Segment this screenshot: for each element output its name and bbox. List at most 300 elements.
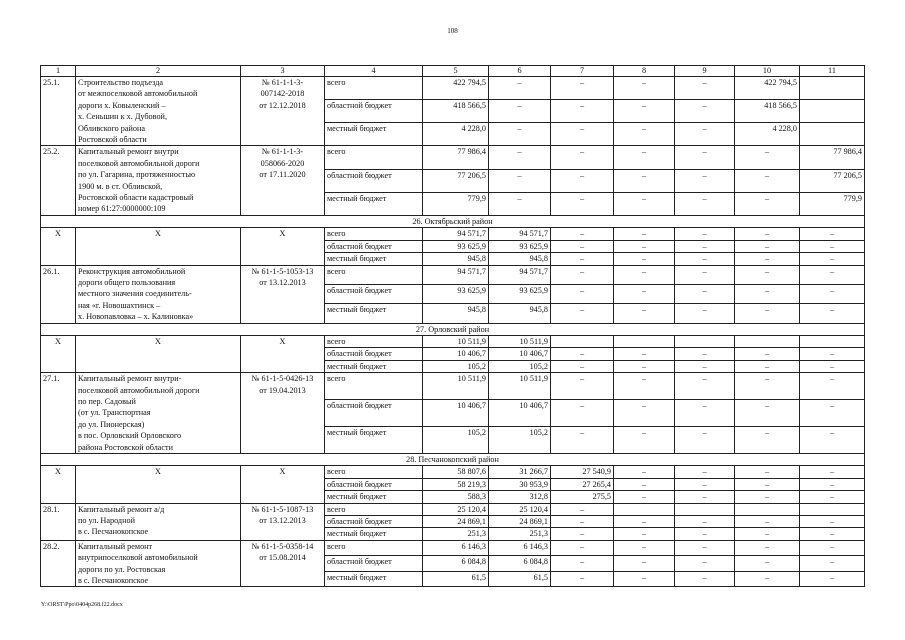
- amount-cell: –: [675, 123, 735, 146]
- column-number-cell: 3: [241, 66, 325, 77]
- cell-line: по ул. Гагарина, протяженностью: [78, 170, 196, 180]
- amount-cell: –: [800, 284, 865, 303]
- amount-cell: –: [800, 348, 865, 360]
- column-number-cell: 1: [41, 66, 76, 77]
- amount-cell: –: [675, 304, 735, 323]
- amount-cell: [735, 503, 800, 515]
- cell-line: от 13.12.2013: [259, 516, 306, 526]
- cell-line: дороги х. Ковыленский –: [78, 100, 166, 110]
- amount-cell: –: [800, 466, 865, 478]
- amount-cell: –: [800, 400, 865, 427]
- cell-line: в с. Песчанокопское: [78, 576, 149, 586]
- amount-cell: –: [675, 253, 735, 265]
- district-section-row: [41, 323, 865, 335]
- amount-cell: 31 266,7: [489, 466, 551, 478]
- cell-line: Капитальный ремонт внутри: [78, 147, 179, 157]
- amount-cell: –: [614, 228, 675, 240]
- amount-cell: 6 146,3: [423, 540, 489, 556]
- amount-cell: 105,2: [489, 427, 551, 454]
- amount-cell: –: [675, 466, 735, 478]
- amount-cell: –: [735, 228, 800, 240]
- funding-source-label: всего: [325, 335, 423, 347]
- amount-cell: –: [614, 304, 675, 323]
- amount-cell: 24 869,1: [489, 516, 551, 528]
- amount-cell: –: [675, 556, 735, 572]
- amount-cell: –: [614, 123, 675, 146]
- amount-cell: –: [614, 400, 675, 427]
- object-name-cell: Х: [76, 228, 241, 265]
- amount-cell: –: [800, 556, 865, 572]
- document-cell: Х: [241, 228, 325, 265]
- cell-line: (от ул. Транспортная: [78, 408, 151, 418]
- cell-line: от 15.08.2014: [259, 553, 306, 563]
- district-title: 27. Орловский район: [41, 323, 865, 335]
- amount-cell: 945,8: [489, 304, 551, 323]
- object-row: [41, 77, 865, 100]
- row-number-cell: 28.2.: [41, 540, 76, 587]
- amount-cell: 4 228,0: [735, 123, 800, 146]
- amount-cell: –: [735, 169, 800, 192]
- amount-cell: –: [735, 478, 800, 490]
- amount-cell: –: [614, 556, 675, 572]
- amount-cell: –: [551, 540, 614, 556]
- amount-cell: 61,5: [423, 571, 489, 587]
- funding-source-label: всего: [325, 265, 423, 284]
- cell-line: № 61-1-5-1087-13: [251, 504, 314, 514]
- object-name-cell: Х: [76, 466, 241, 503]
- amount-cell: –: [489, 77, 551, 100]
- cell-line: № 61-1-5-0358-14: [251, 541, 314, 551]
- amount-cell: –: [800, 360, 865, 372]
- funding-source-label: всего: [325, 77, 423, 100]
- funding-source-label: всего: [325, 228, 423, 240]
- column-number-row: [41, 66, 865, 77]
- amount-cell: 93 625,9: [423, 284, 489, 303]
- amount-cell: 58 219,3: [423, 478, 489, 490]
- district-total-row: [41, 466, 865, 478]
- cell-line: дороги по ул. Ростовская: [78, 564, 166, 574]
- row-number-cell: Х: [41, 335, 76, 372]
- cell-line: № 61-1-1-3-: [261, 78, 304, 87]
- amount-cell: –: [551, 77, 614, 100]
- document-cell: [241, 77, 325, 146]
- funding-source-label: местный бюджет: [325, 360, 423, 372]
- amount-cell: –: [735, 192, 800, 215]
- amount-cell: –: [675, 77, 735, 100]
- amount-cell: –: [675, 400, 735, 427]
- cell-line: поселковой автомобильной дороги: [78, 158, 200, 168]
- object-name-cell: [76, 503, 241, 540]
- amount-cell: –: [735, 253, 800, 265]
- amount-cell: –: [614, 528, 675, 540]
- cell-line: в пос. Орловский Орловского: [78, 431, 182, 441]
- district-title: 28. Песчанокопский район: [41, 454, 865, 466]
- amount-cell: 94 571,7: [489, 265, 551, 284]
- amount-cell: –: [551, 400, 614, 427]
- cell-line: от 19.04.2013: [259, 385, 306, 395]
- district-title: 26. Октябрьский район: [41, 215, 865, 227]
- amount-cell: –: [551, 427, 614, 454]
- amount-cell: 945,8: [489, 253, 551, 265]
- cell-line: № 61-1-5-1053-13: [251, 266, 314, 276]
- amount-cell: –: [614, 491, 675, 503]
- row-number-cell: Х: [41, 228, 76, 265]
- amount-cell: –: [551, 503, 614, 515]
- amount-cell: [551, 335, 614, 347]
- amount-cell: –: [551, 169, 614, 192]
- amount-cell: –: [800, 516, 865, 528]
- amount-cell: 588,3: [423, 491, 489, 503]
- funding-source-label: областной бюджет: [325, 169, 423, 192]
- amount-cell: –: [614, 100, 675, 123]
- amount-cell: 10 406,7: [423, 348, 489, 360]
- amount-cell: 94 571,7: [423, 265, 489, 284]
- funding-source-label: местный бюджет: [325, 253, 423, 265]
- amount-cell: –: [735, 146, 800, 169]
- funding-source-label: местный бюджет: [325, 304, 423, 323]
- funding-source-label: местный бюджет: [325, 571, 423, 587]
- cell-line: 1900 м. в ст. Обливской,: [78, 181, 163, 191]
- amount-cell: –: [675, 360, 735, 372]
- amount-cell: –: [551, 265, 614, 284]
- cell-line: номер 61:27:0000000:109: [78, 204, 166, 214]
- funding-source-label: областной бюджет: [325, 100, 423, 123]
- district-total-row: [41, 228, 865, 240]
- amount-cell: –: [735, 304, 800, 323]
- amount-cell: –: [614, 516, 675, 528]
- amount-cell: –: [614, 540, 675, 556]
- amount-cell: –: [675, 571, 735, 587]
- amount-cell: 105,2: [489, 360, 551, 372]
- amount-cell: [614, 335, 675, 347]
- amount-cell: [675, 335, 735, 347]
- amount-cell: –: [614, 466, 675, 478]
- amount-cell: –: [675, 540, 735, 556]
- amount-cell: 105,2: [423, 360, 489, 372]
- amount-cell: 945,8: [423, 304, 489, 323]
- funding-source-label: всего: [325, 540, 423, 556]
- amount-cell: –: [489, 192, 551, 215]
- amount-cell: –: [614, 192, 675, 215]
- cell-line: от 12.12.2018: [259, 100, 306, 110]
- page-number: 108: [447, 27, 458, 35]
- cell-line: ная «г. Новошахтинск –: [78, 300, 161, 310]
- funding-source-label: всего: [325, 146, 423, 169]
- amount-cell: 10 511,9: [423, 373, 489, 400]
- amount-cell: 10 511,9: [423, 335, 489, 347]
- amount-cell: 312,8: [489, 491, 551, 503]
- amount-cell: –: [800, 571, 865, 587]
- cell-line: № 61-1-5-0426-13: [251, 374, 314, 384]
- cell-line: х. Сеньшин к х. Дубовой,: [78, 112, 167, 122]
- column-number-cell: 10: [735, 66, 800, 77]
- district-total-row: [41, 335, 865, 347]
- amount-cell: –: [735, 400, 800, 427]
- amount-cell: 945,8: [423, 253, 489, 265]
- cell-line: Строительство подъезда: [78, 78, 164, 87]
- amount-cell: –: [551, 284, 614, 303]
- amount-cell: –: [551, 556, 614, 572]
- amount-cell: 93 625,9: [489, 240, 551, 252]
- cell-line: Реконструкция автомобильной: [78, 266, 186, 276]
- amount-cell: –: [735, 466, 800, 478]
- row-number-cell: 26.1.: [41, 265, 76, 323]
- amount-cell: –: [800, 427, 865, 454]
- amount-cell: –: [614, 169, 675, 192]
- amount-cell: 10 511,9: [489, 335, 551, 347]
- row-number-cell: Х: [41, 466, 76, 503]
- amount-cell: –: [800, 265, 865, 284]
- amount-cell: –: [735, 348, 800, 360]
- amount-cell: –: [735, 427, 800, 454]
- amount-cell: –: [614, 373, 675, 400]
- column-number-cell: 2: [76, 66, 241, 77]
- cell-line: по пер. Садовый: [78, 396, 136, 406]
- amount-cell: –: [551, 528, 614, 540]
- row-number-cell: 27.1.: [41, 373, 76, 454]
- funding-source-label: местный бюджет: [325, 491, 423, 503]
- amount-cell: –: [800, 478, 865, 490]
- column-number-cell: 6: [489, 66, 551, 77]
- document-cell: [241, 540, 325, 587]
- amount-cell: 94 571,7: [489, 228, 551, 240]
- amount-cell: [614, 503, 675, 515]
- amount-cell: –: [800, 491, 865, 503]
- amount-cell: 61,5: [489, 571, 551, 587]
- amount-cell: –: [675, 373, 735, 400]
- amount-cell: [800, 123, 865, 146]
- amount-cell: 4 228,0: [423, 123, 489, 146]
- amount-cell: –: [551, 228, 614, 240]
- amount-cell: 10 406,7: [489, 400, 551, 427]
- amount-cell: 105,2: [423, 427, 489, 454]
- amount-cell: [800, 100, 865, 123]
- amount-cell: –: [675, 516, 735, 528]
- cell-line: х. Новопавловка – х. Калиновка»: [78, 312, 194, 322]
- table-body: [41, 66, 865, 587]
- amount-cell: –: [800, 528, 865, 540]
- amount-cell: –: [735, 556, 800, 572]
- amount-cell: –: [800, 373, 865, 400]
- object-row: [41, 373, 865, 400]
- amount-cell: –: [735, 265, 800, 284]
- footer-file-path: Y:\ORST\Ppo\0404p268.f22.docx: [41, 602, 123, 608]
- amount-cell: –: [489, 169, 551, 192]
- document-cell: [241, 146, 325, 215]
- cell-line: Обливского района: [78, 123, 145, 133]
- amount-cell: 93 625,9: [423, 240, 489, 252]
- funding-source-label: местный бюджет: [325, 192, 423, 215]
- amount-cell: –: [675, 348, 735, 360]
- object-name-cell: [76, 373, 241, 454]
- cell-line: Капитальный ремонт внутри-: [78, 374, 182, 384]
- amount-cell: –: [489, 146, 551, 169]
- amount-cell: –: [614, 427, 675, 454]
- funding-source-label: местный бюджет: [325, 123, 423, 146]
- column-number-cell: 9: [675, 66, 735, 77]
- funding-source-label: всего: [325, 373, 423, 400]
- amount-cell: 27 540,9: [551, 466, 614, 478]
- amount-cell: –: [614, 360, 675, 372]
- amount-cell: –: [800, 540, 865, 556]
- amount-cell: –: [551, 348, 614, 360]
- amount-cell: –: [675, 427, 735, 454]
- cell-line: 007142-2018: [260, 89, 305, 99]
- amount-cell: –: [551, 360, 614, 372]
- amount-cell: 27 265,4: [551, 478, 614, 490]
- funding-source-label: местный бюджет: [325, 427, 423, 454]
- amount-cell: [800, 77, 865, 100]
- district-section-row: [41, 454, 865, 466]
- funding-source-label: местный бюджет: [325, 528, 423, 540]
- document-cell: [241, 503, 325, 540]
- amount-cell: 275,5: [551, 491, 614, 503]
- amount-cell: –: [614, 478, 675, 490]
- amount-cell: –: [551, 240, 614, 252]
- amount-cell: 24 869,1: [423, 516, 489, 528]
- object-name-cell: Х: [76, 335, 241, 372]
- row-number-cell: 28.1.: [41, 503, 76, 540]
- budget-table: [40, 65, 865, 587]
- amount-cell: –: [489, 123, 551, 146]
- cell-line: по ул. Народной: [78, 516, 135, 526]
- amount-cell: 30 953,9: [489, 478, 551, 490]
- amount-cell: 251,3: [489, 528, 551, 540]
- amount-cell: –: [735, 516, 800, 528]
- amount-cell: –: [614, 348, 675, 360]
- district-section-row: [41, 215, 865, 227]
- amount-cell: 6 084,8: [423, 556, 489, 572]
- cell-line: района Ростовской области: [78, 442, 174, 452]
- object-row: [41, 540, 865, 556]
- funding-source-label: областной бюджет: [325, 400, 423, 427]
- amount-cell: 77 986,4: [423, 146, 489, 169]
- object-name-cell: [76, 146, 241, 215]
- object-name-cell: [76, 77, 241, 146]
- amount-cell: –: [735, 540, 800, 556]
- amount-cell: –: [551, 304, 614, 323]
- amount-cell: 6 084,8: [489, 556, 551, 572]
- column-number-cell: 5: [423, 66, 489, 77]
- amount-cell: –: [551, 373, 614, 400]
- amount-cell: [675, 503, 735, 515]
- cell-line: от межпоселковой автомобильной: [78, 89, 198, 99]
- amount-cell: 10 406,7: [489, 348, 551, 360]
- funding-source-label: всего: [325, 503, 423, 515]
- amount-cell: –: [614, 571, 675, 587]
- amount-cell: –: [735, 491, 800, 503]
- amount-cell: –: [614, 253, 675, 265]
- amount-cell: 77 206,5: [423, 169, 489, 192]
- cell-line: местного значения соединитель-: [78, 289, 192, 299]
- amount-cell: 10 406,7: [423, 400, 489, 427]
- amount-cell: 779,9: [423, 192, 489, 215]
- funding-source-label: областной бюджет: [325, 348, 423, 360]
- amount-cell: 93 625,9: [489, 284, 551, 303]
- amount-cell: –: [614, 240, 675, 252]
- cell-line: дороги общего пользования: [78, 277, 176, 287]
- amount-cell: [735, 335, 800, 347]
- amount-cell: 418 566,5: [735, 100, 800, 123]
- amount-cell: –: [735, 571, 800, 587]
- object-name-cell: [76, 265, 241, 323]
- amount-cell: –: [551, 192, 614, 215]
- amount-cell: 10 511,9: [489, 373, 551, 400]
- funding-source-label: областной бюджет: [325, 556, 423, 572]
- funding-source-label: областной бюджет: [325, 240, 423, 252]
- funding-source-label: областной бюджет: [325, 284, 423, 303]
- amount-cell: 25 120,4: [423, 503, 489, 515]
- amount-cell: –: [675, 192, 735, 215]
- amount-cell: –: [675, 228, 735, 240]
- column-number-cell: 11: [800, 66, 865, 77]
- cell-line: Капитальный ремонт а/д: [78, 504, 165, 514]
- amount-cell: –: [614, 265, 675, 284]
- amount-cell: [800, 503, 865, 515]
- document-cell: Х: [241, 466, 325, 503]
- amount-cell: –: [551, 123, 614, 146]
- cell-line: Капитальный ремонт: [78, 541, 153, 551]
- amount-cell: 6 146,3: [489, 540, 551, 556]
- cell-line: 058066-2020: [260, 158, 305, 168]
- amount-cell: –: [675, 169, 735, 192]
- cell-line: от 17.11.2020: [259, 170, 306, 180]
- amount-cell: –: [675, 491, 735, 503]
- amount-cell: –: [675, 265, 735, 284]
- funding-source-label: областной бюджет: [325, 516, 423, 528]
- amount-cell: –: [735, 528, 800, 540]
- amount-cell: –: [614, 146, 675, 169]
- amount-cell: –: [800, 253, 865, 265]
- amount-cell: –: [551, 146, 614, 169]
- amount-cell: 77 206,5: [800, 169, 865, 192]
- object-name-cell: [76, 540, 241, 587]
- cell-line: поселковой автомобильной дороги: [78, 385, 200, 395]
- amount-cell: –: [551, 516, 614, 528]
- amount-cell: –: [551, 571, 614, 587]
- amount-cell: –: [735, 240, 800, 252]
- amount-cell: 94 571,7: [423, 228, 489, 240]
- amount-cell: –: [551, 253, 614, 265]
- row-number-cell: 25.2.: [41, 146, 76, 215]
- cell-line: № 61-1-1-3-: [261, 147, 304, 157]
- object-row: [41, 265, 865, 284]
- amount-cell: –: [614, 77, 675, 100]
- document-cell: [241, 373, 325, 454]
- cell-line: внутрипоселковой автомобильной: [78, 553, 198, 563]
- amount-cell: 779,9: [800, 192, 865, 215]
- amount-cell: –: [675, 146, 735, 169]
- amount-cell: –: [675, 284, 735, 303]
- object-row: [41, 146, 865, 169]
- amount-cell: –: [614, 284, 675, 303]
- amount-cell: [800, 335, 865, 347]
- amount-cell: –: [675, 478, 735, 490]
- amount-cell: 77 986,4: [800, 146, 865, 169]
- cell-line: Ростовской области кадастровый: [78, 193, 194, 203]
- amount-cell: 422 794,5: [735, 77, 800, 100]
- column-number-cell: 7: [551, 66, 614, 77]
- cell-line: от 13.12.2013: [259, 277, 306, 287]
- amount-cell: –: [800, 304, 865, 323]
- column-number-cell: 8: [614, 66, 675, 77]
- cell-line: Ростовской области: [78, 135, 147, 145]
- amount-cell: –: [551, 100, 614, 123]
- column-number-cell: 4: [325, 66, 423, 77]
- funding-source-label: всего: [325, 466, 423, 478]
- row-number-cell: 25.1.: [41, 77, 76, 146]
- amount-cell: –: [675, 100, 735, 123]
